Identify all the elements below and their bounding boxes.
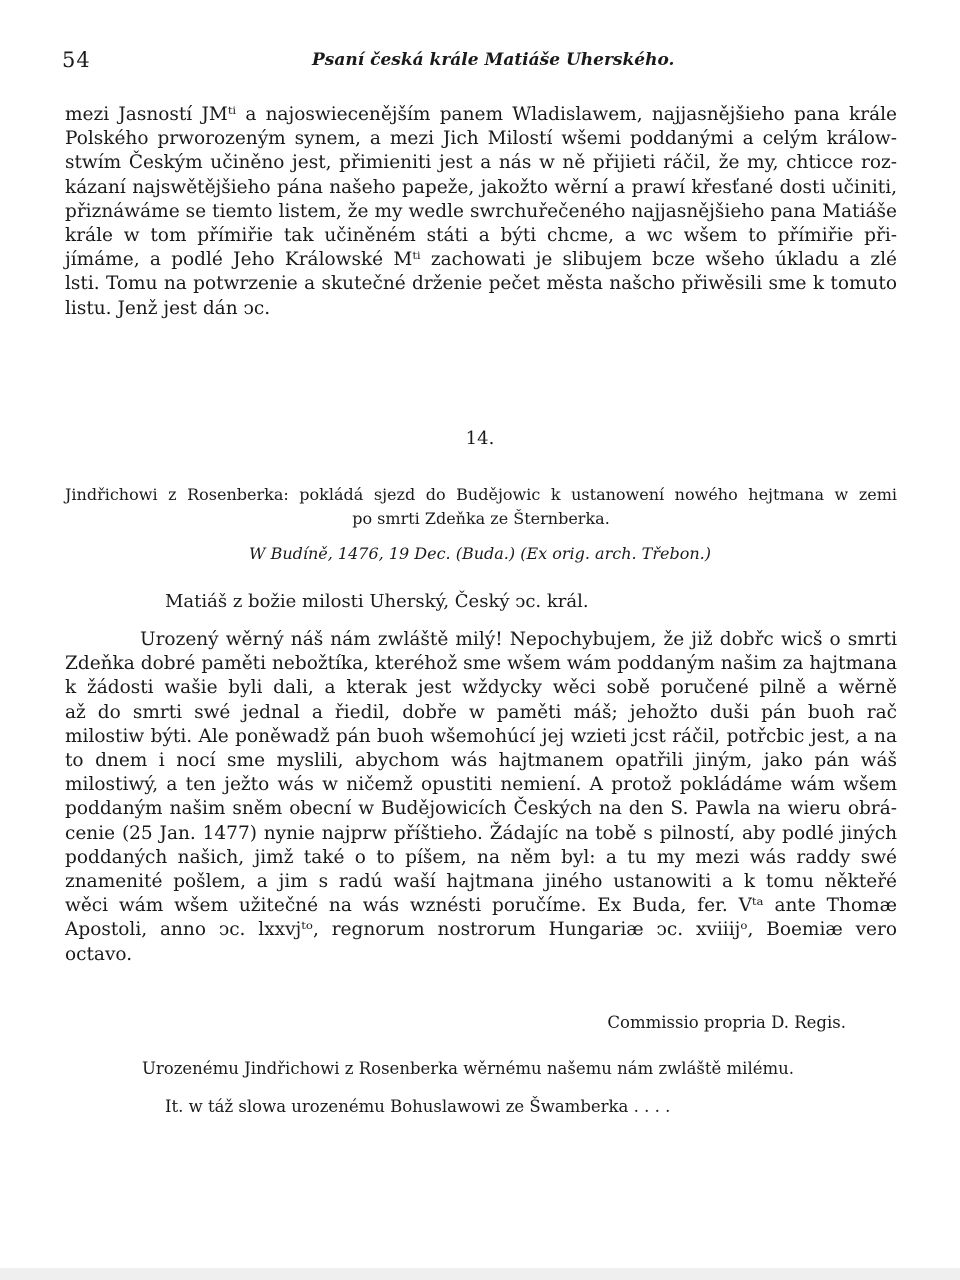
text-line: milostiw býti. Ale poněwadž pán buoh wšemohúcí jej wzieti jcst ráčil, potřcbic jest, a na — [65, 725, 897, 747]
text-line: wěci wám wšem užitečné na wás wznésti poručíme. Ex Buda, fer. Vᵗᵃ ante Thomæ — [65, 895, 897, 917]
text-line: Apostoli, anno ↄc. lxxvjᵗᵒ, regnorum nostrorum Hungariæ ↄc. xviiijᵒ, Boemiæ vero octavo. — [65, 919, 897, 965]
text-line: k žádosti wašie byli dali, a kterak jest wždycky wěci sobě poručené pilně a wěrně — [65, 677, 897, 699]
letter-body — [65, 628, 897, 967]
text-line: listu. Jenž jest dán ↄc. — [65, 297, 271, 319]
text-line: poddaných našich, jimž také o to píšem, na něm byl: a tu my mezi wás raddy swé — [65, 846, 897, 868]
text-line: krále w tom přímiřie tak učiněném státi a býti chcme, a wc wšem to přímiřie při- — [65, 225, 897, 247]
text-line: přiznáwáme se tiemto listem, že my wedle swrchuřečeného najjasnějšieho pana Matiáše — [65, 200, 897, 222]
text-line: mezi Jasností JMᵗⁱ a najoswiecenějším panem Wladislawem, najjasnějšieho pana krále — [65, 104, 897, 125]
page-bottom-edge — [0, 1268, 960, 1280]
text-line: to dnem i nocí sme myslili, abychom wás hajtmanem opatřili jiným, jako pán wáš — [65, 750, 897, 772]
text-line: znamenité pošlem, a jim s radú waší hajtmana jiného ustanowiti a k tomu někteřé — [65, 871, 897, 893]
text-line: Zdeňka dobré paměti nebožtíka, kteréhož sme wšem wám poddaným našim za hajtmana — [65, 653, 897, 675]
text-line: až do smrti swé jednal a řiedil, dobře w paměti máš; jehožto duši pán buoh rač — [65, 701, 897, 723]
text-line: lsti. Tomu na potwrzenie a skutečné drženie pečet města našcho přiwěsili sme k tomuto — [65, 273, 897, 295]
address-line-second: It. w táž slowa urozenému Bohuslawowi ze Šwamberka . . . . — [165, 1097, 671, 1116]
document-number: 14. — [465, 428, 495, 449]
text-line: jímáme, a podlé Jeho Králowské Mᵗⁱ zachowati je slibujem bcze wšeho úkladu a zlé — [65, 249, 897, 271]
text-line: Urozený wěrný náš nám zwláště milý! Nepochybujem, že již dobřc wicš o smrti — [140, 629, 897, 650]
address-line: Urozenému Jindřichowi z Rosenberka wěrnému našemu nám zwláště milému. — [142, 1059, 795, 1078]
page-number: 54 — [62, 48, 91, 72]
text-line: poddaným našim sněm obecní w Budějowicích Českých na den S. Pawla na wieru obrá- — [65, 798, 897, 820]
text-line: cenie (25 Jan. 1477) nynie najprw příštieho. Žádajíc na tobě s pilností, aby podlé jiných — [65, 822, 897, 844]
summary-line: Jindřichowi z Rosenberka: pokládá sjezd do Budějowic k ustanowení nowého hejtmana w zemi — [65, 485, 897, 504]
royal-intitulation: Matiáš z božie milosti Uherský, Český ↄc. král. — [165, 591, 589, 612]
running-title: Psaní česká krále Matiáše Uherského. — [312, 50, 675, 70]
text-line: stwím Českým učiněno jest, přimieniti jest a nás w ně přijieti ráčil, že my, chticce roz- — [65, 152, 897, 174]
document-date-line: W Budíně, 1476, 19 Dec. (Buda.) (Ex orig. arch. Třebon.) — [249, 544, 711, 563]
text-line: kázaní najswětějšieho pána našeho papeže, jakožto wěrní a prawí křesťané dosti učiniti, — [65, 176, 897, 198]
signature-line: Commissio propria D. Regis. — [607, 1013, 846, 1032]
document-summary — [65, 483, 897, 531]
text-line: milostiwý, a ten ježto wás w ničemž opustiti nemiení. A protož pokládáme wám wšem — [65, 774, 897, 796]
text-line: Polského prworozeným synem, a mezi Jich Milostí wšemi poddanými a celým králow- — [65, 128, 897, 150]
summary-line: po smrti Zdeňka ze Šternberka. — [352, 509, 610, 528]
running-head — [62, 48, 898, 78]
paragraph-continuation — [65, 103, 897, 321]
